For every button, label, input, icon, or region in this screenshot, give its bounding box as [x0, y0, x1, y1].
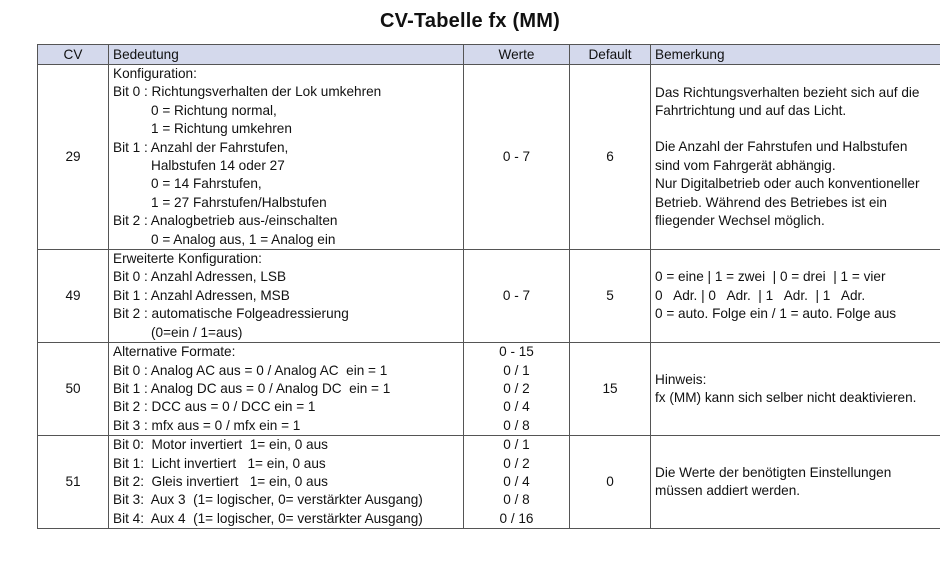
werte-value: 0 / 2	[503, 380, 530, 396]
cv-number: 49	[38, 250, 109, 343]
bedeutung-line: Bit 1 : Analog DC aus = 0 / Analog DC ein = 1	[113, 380, 391, 396]
werte-value: 0 / 1	[503, 362, 530, 378]
bemerkung-line: sind vom Fahrgerät abhängig.	[655, 157, 836, 173]
werte-value: 0 / 1	[503, 437, 530, 453]
bedeutung-line: 0 = 14 Fahrstufen,	[151, 176, 262, 192]
bedeutung-line: Bit 1 : Anzahl Adressen, MSB	[113, 287, 290, 303]
bemerkung-line: 0 Adr. | 0 Adr. | 1 Adr. | 1 Adr.	[655, 287, 866, 303]
table-row-cv-50	[38, 343, 940, 436]
column-header-bemerkung: Bemerkung	[651, 45, 940, 65]
bemerkung-cell	[651, 343, 940, 436]
bemerkung-line: Die Anzahl der Fahrstufen und Halbstufen	[655, 139, 908, 155]
bedeutung-line: Bit 4: Aux 4 (1= logischer, 0= verstärkter Ausgang)	[113, 510, 423, 526]
cv-number: 29	[38, 65, 109, 250]
bedeutung-line: Konfiguration:	[113, 66, 197, 81]
werte-cell	[464, 436, 570, 529]
bedeutung-line: Bit 2: Gleis invertiert 1= ein, 0 aus	[113, 473, 328, 489]
default-value: 0	[570, 436, 651, 529]
bemerkung-line: Nur Digitalbetrieb oder auch konventioneller	[655, 176, 920, 192]
bemerkung-line: Fahrtrichtung und auf das Licht.	[655, 103, 847, 119]
werte-value: 0 / 4	[503, 399, 530, 415]
werte-value: 0 - 7	[502, 148, 531, 164]
werte-value: 0 - 7	[502, 287, 531, 303]
table-row-cv-49	[38, 250, 940, 343]
bedeutung-line: Bit 0 : Analog AC aus = 0 / Analog AC ein = 1	[113, 362, 388, 378]
table-header-row	[38, 45, 940, 65]
cv-table	[37, 44, 940, 529]
bemerkung-line: fx (MM) kann sich selber nicht deaktivieren.	[655, 390, 917, 406]
bemerkung-line: müssen addiert werden.	[655, 483, 801, 499]
werte-value: 0 / 8	[503, 417, 530, 433]
bedeutung-line: Bit 2 : DCC aus = 0 / DCC ein = 1	[113, 399, 316, 415]
bedeutung-line: Alternative Formate:	[113, 344, 236, 360]
default-value: 6	[570, 65, 651, 250]
bemerkung-line: 0 = eine | 1 = zwei | 0 = drei | 1 = vier	[655, 269, 886, 285]
bedeutung-cell	[109, 250, 464, 343]
bedeutung-line: 0 = Analog aus, 1 = Analog ein	[151, 231, 336, 247]
bemerkung-cell	[651, 250, 940, 343]
column-header-werte: Werte	[464, 45, 570, 65]
bedeutung-line: Bit 2 : Analogbetrieb aus-/einschalten	[113, 213, 338, 229]
bemerkung-line: Betrieb. Während des Betriebes ist ein	[655, 194, 887, 210]
page-title: CV-Tabelle fx (MM)	[380, 10, 560, 32]
cv-number: 50	[38, 343, 109, 436]
bedeutung-cell	[109, 436, 464, 529]
bedeutung-line: Bit 1 : Anzahl der Fahrstufen,	[113, 139, 289, 155]
column-header-bedeutung: Bedeutung	[109, 45, 464, 65]
bedeutung-line: Bit 1: Licht invertiert 1= ein, 0 aus	[113, 455, 326, 471]
bemerkung-line: 0 = auto. Folge ein / 1 = auto. Folge aus	[655, 306, 897, 322]
bemerkung-cell	[651, 65, 940, 250]
bemerkung-spacer	[655, 120, 940, 138]
werte-value: 0 / 4	[503, 473, 530, 489]
bemerkung-line: Hinweis:	[655, 371, 707, 387]
werte-cell	[464, 343, 570, 436]
bedeutung-line: Bit 0 : Anzahl Adressen, LSB	[113, 269, 287, 285]
default-value: 5	[570, 250, 651, 343]
bemerkung-cell	[651, 436, 940, 529]
bedeutung-cell	[109, 65, 464, 250]
bedeutung-line: Bit 0: Motor invertiert 1= ein, 0 aus	[113, 437, 328, 453]
werte-value: 0 - 15	[499, 344, 534, 360]
column-header-default: Default	[570, 45, 651, 65]
bedeutung-line: Bit 2 : automatische Folgeadressierung	[113, 306, 349, 322]
bedeutung-line: (0=ein / 1=aus)	[151, 324, 243, 340]
bedeutung-line: Bit 3: Aux 3 (1= logischer, 0= verstärkter Ausgang)	[113, 492, 423, 508]
werte-cell	[464, 65, 570, 250]
werte-cell	[464, 250, 570, 343]
default-value: 15	[570, 343, 651, 436]
table-row-cv-51	[38, 436, 940, 529]
bedeutung-line: Halbstufen 14 oder 27	[151, 158, 285, 174]
bedeutung-line: Erweiterte Konfiguration:	[113, 251, 262, 267]
bedeutung-line: 0 = Richtung normal,	[151, 102, 277, 118]
column-header-cv: CV	[38, 45, 109, 65]
werte-value: 0 / 8	[503, 492, 530, 508]
bedeutung-cell	[109, 343, 464, 436]
bemerkung-line: Die Werte der benötigten Einstellungen	[655, 464, 892, 480]
bedeutung-line: Bit 0 : Richtungsverhalten der Lok umkehren	[113, 84, 382, 100]
table-row-cv-29	[38, 65, 940, 250]
bedeutung-line: Bit 3 : mfx aus = 0 / mfx ein = 1	[113, 417, 301, 433]
bemerkung-line: Das Richtungsverhalten bezieht sich auf die	[655, 84, 920, 100]
bedeutung-line: 1 = Richtung umkehren	[151, 121, 292, 137]
bemerkung-line: fliegender Wechsel möglich.	[655, 213, 825, 229]
werte-value: 0 / 16	[499, 510, 534, 526]
cv-number: 51	[38, 436, 109, 529]
werte-value: 0 / 2	[503, 455, 530, 471]
bedeutung-line: 1 = 27 Fahrstufen/Halbstufen	[151, 194, 327, 210]
